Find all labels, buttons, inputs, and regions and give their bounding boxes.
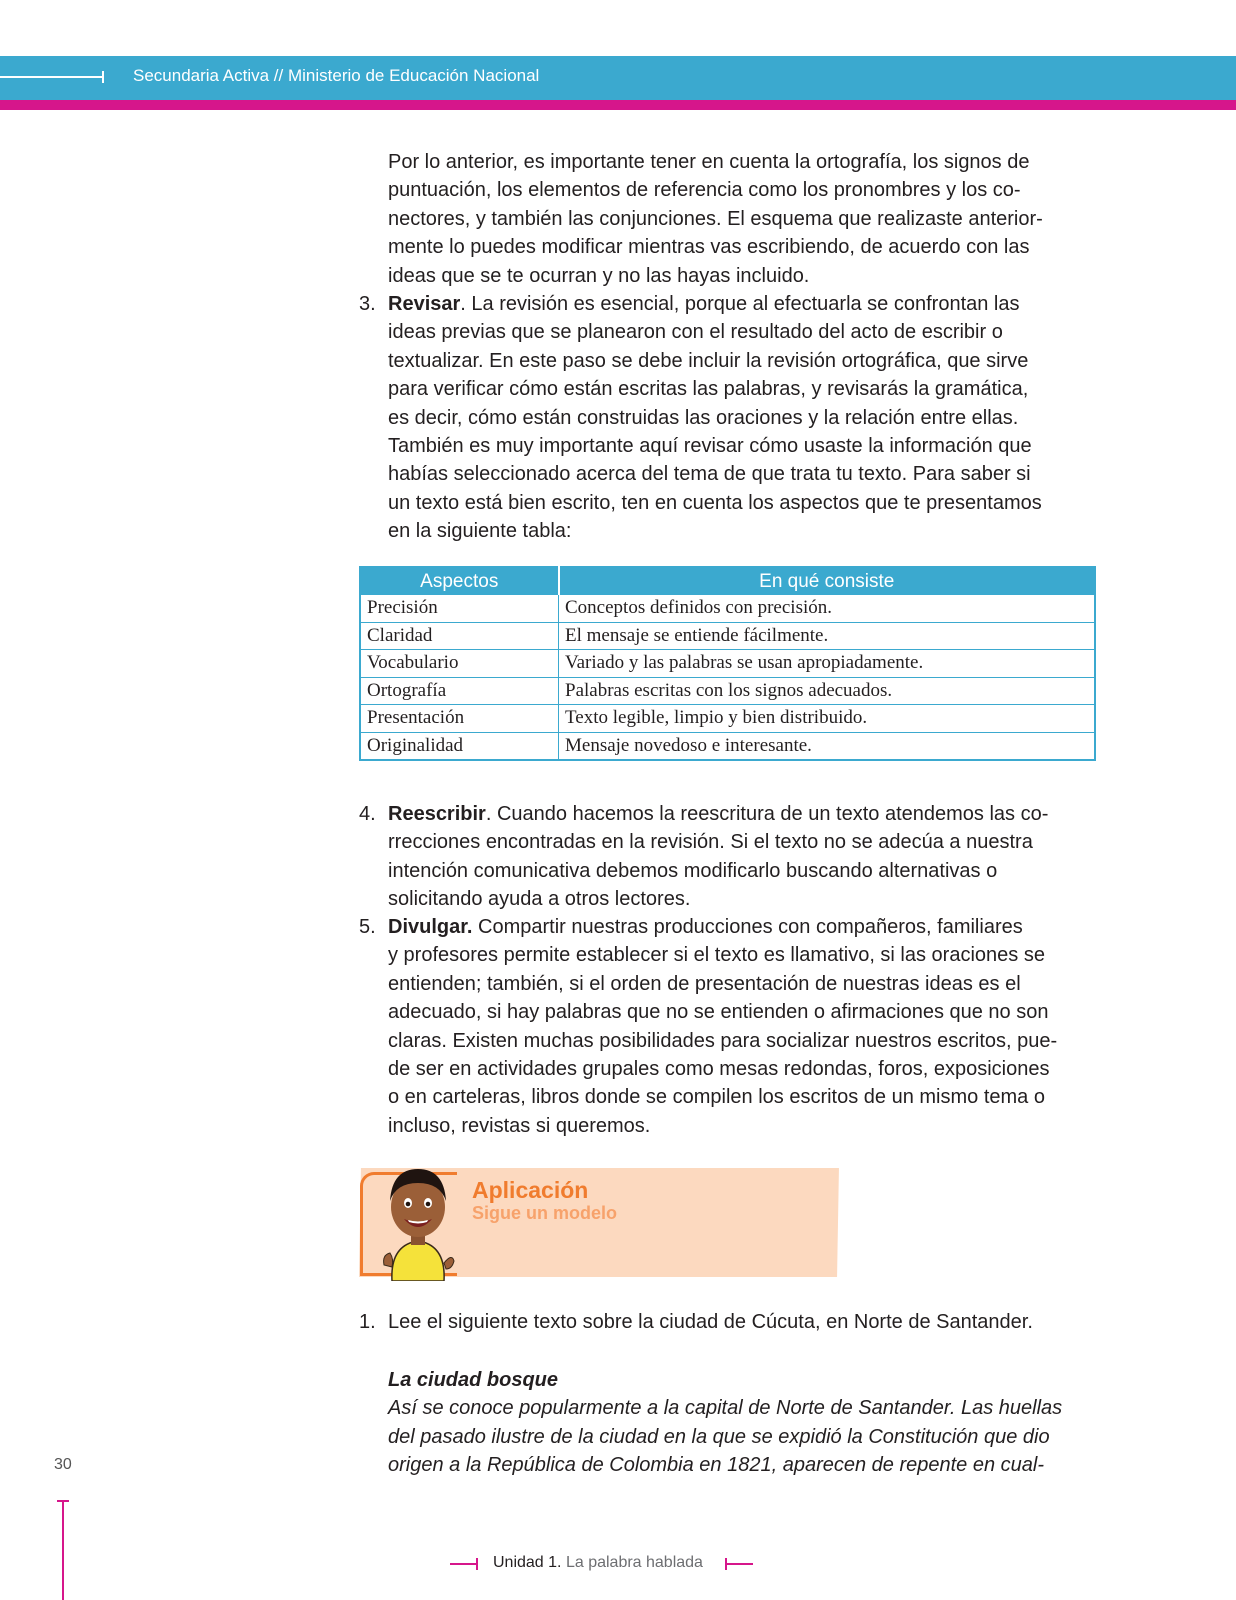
header-pink-stripe: [0, 100, 1236, 110]
text-line: entienden; también, si el orden de presentación de nuestras ideas es el: [388, 972, 1021, 995]
intro-paragraph: [388, 148, 1098, 290]
text-line: También es muy importante aquí revisar cómo usaste la información que: [388, 435, 1032, 458]
table-row: [360, 677, 1095, 705]
table-row: [360, 732, 1095, 760]
table-header-row: [360, 567, 1095, 595]
table-cell: Palabras escritas con los signos adecuados.: [559, 677, 1096, 705]
item-5-number: 5.: [359, 916, 376, 938]
text-line: rrecciones encontradas en la revisión. Si el texto no se adecúa a nuestra: [388, 831, 1033, 854]
item-5-first-line: Compartir nuestras producciones con compañeros, familiares: [472, 916, 1023, 938]
footer-rule-right: [725, 1563, 753, 1565]
item-4-first-line: . Cuando hacemos la reescritura de un texto atendemos las co-: [485, 803, 1049, 825]
banner-title: Aplicación: [472, 1177, 589, 1203]
item-3-term: Revisar: [388, 293, 461, 315]
item-4-paragraph: [388, 800, 1098, 914]
text-line: ideas que se te ocurran y no las hayas incluido.: [388, 264, 810, 287]
column-header-aspectos: Aspectos: [360, 567, 559, 595]
item-5-paragraph: [388, 913, 1098, 1140]
margin-rule-tick: [57, 1500, 69, 1502]
text-line: intención comunicativa debemos modificarlo buscando alternativas o: [388, 859, 998, 882]
item-5-term: Divulgar.: [388, 916, 473, 938]
text-line: origen a la República de Colombia en 1821, aparecen de repente en cual-: [388, 1454, 1045, 1477]
text-line: un texto está bien escrito, ten en cuenta los aspectos que te presentamos: [388, 491, 1042, 514]
reading-title: La ciudad bosque: [388, 1369, 559, 1391]
text-line: textualizar. En este paso se debe incluir la revisión ortográfica, que sirve: [388, 349, 1029, 372]
text-line: adecuado, si hay palabras que no se entienden o afirmaciones que no son: [388, 1001, 1049, 1024]
footer-unit: [493, 1554, 703, 1572]
text-line: [388, 290, 1098, 318]
table-cell: Variado y las palabras se usan apropiadamente.: [559, 650, 1096, 678]
item-4-number: 4.: [359, 803, 376, 825]
margin-rule: [62, 1500, 64, 1600]
table-cell: Conceptos definidos con precisión.: [559, 595, 1096, 622]
header-rule-tick: [102, 71, 104, 83]
exercise-instruction: Lee el siguiente texto sobre la ciudad de Cúcuta, en Norte de Santander.: [388, 1311, 1033, 1333]
text-line: es decir, cómo están construidas las oraciones y la relación entre ellas.: [388, 406, 1019, 429]
text-line: incluso, revistas si queremos.: [388, 1114, 651, 1137]
table-row: [360, 650, 1095, 678]
text-line: nectores, y también las conjunciones. El esquema que realizaste anterior-: [388, 207, 1043, 230]
table-cell: El mensaje se entiende fácilmente.: [559, 622, 1096, 650]
text-line: claras. Existen muchas posibilidades para socializar nuestros escritos, pue-: [388, 1029, 1058, 1052]
text-line: para verificar cómo están escritas las palabras, y revisarás la gramática,: [388, 378, 1029, 401]
aspects-table: [359, 566, 1096, 761]
footer-unit-number: Unidad 1.: [493, 1554, 562, 1571]
table-cell: Texto legible, limpio y bien distribuido.: [559, 705, 1096, 733]
table-cell: Presentación: [360, 705, 559, 733]
student-avatar-icon: [378, 1163, 458, 1281]
table-cell: Vocabulario: [360, 650, 559, 678]
item-3-first-line: . La revisión es esencial, porque al efectuarla se confrontan las: [460, 293, 1020, 315]
text-line: del pasado ilustre de la ciudad en la que se expidió la Constitución que dio: [388, 1425, 1050, 1448]
text-line: solicitando ayuda a otros lectores.: [388, 888, 691, 911]
page-number: 30: [54, 1456, 72, 1473]
text-line: habías seleccionado acerca del tema de que trata tu texto. Para saber si: [388, 463, 1031, 486]
text-line: puntuación, los elementos de referencia como los pronombres y los co-: [388, 179, 1021, 202]
header-rule: [0, 76, 104, 78]
item-3-paragraph: [388, 290, 1098, 546]
text-line: mente lo puedes modificar mientras vas escribiendo, de acuerdo con las: [388, 236, 1030, 259]
table-row: [360, 595, 1095, 622]
footer-unit-title: La palabra hablada: [561, 1554, 703, 1571]
item-4-term: Reescribir: [388, 803, 486, 825]
text-line: Por lo anterior, es importante tener en cuenta la ortografía, los signos de: [388, 151, 1030, 173]
table-row: [360, 705, 1095, 733]
table-cell: Mensaje novedoso e interesante.: [559, 732, 1096, 760]
table-cell: Ortografía: [360, 677, 559, 705]
footer-rule-left-tick: [476, 1558, 478, 1570]
text-line: de ser en actividades grupales como mesas redondas, foros, exposiciones: [388, 1058, 1050, 1081]
item-3-number: 3.: [359, 293, 376, 315]
reading-passage: [388, 1366, 1098, 1480]
footer-rule-right-tick: [725, 1558, 727, 1570]
column-header-consiste: En qué consiste: [559, 567, 1096, 595]
header-title: Secundaria Activa // Ministerio de Educación Nacional: [133, 66, 540, 85]
text-line: y profesores permite establecer si el texto es llamativo, si las oraciones se: [388, 944, 1045, 967]
text-line: o en carteleras, libros donde se compilen los escritos de un mismo tema o: [388, 1086, 1045, 1109]
text-line: Así se conoce popularmente a la capital de Norte de Santander. Las huellas: [388, 1397, 1063, 1420]
table-cell: Precisión: [360, 595, 559, 622]
banner-subtitle: Sigue un modelo: [472, 1203, 618, 1223]
text-line: [388, 913, 1098, 941]
footer-rule-left: [450, 1563, 478, 1565]
text-line: [388, 800, 1098, 828]
table-cell: Claridad: [360, 622, 559, 650]
table-cell: Originalidad: [360, 732, 559, 760]
text-line: en la siguiente tabla:: [388, 520, 572, 543]
exercise-number: 1.: [359, 1311, 376, 1333]
table-row: [360, 622, 1095, 650]
text-line: ideas previas que se planearon con el resultado del acto de escribir o: [388, 321, 1003, 344]
